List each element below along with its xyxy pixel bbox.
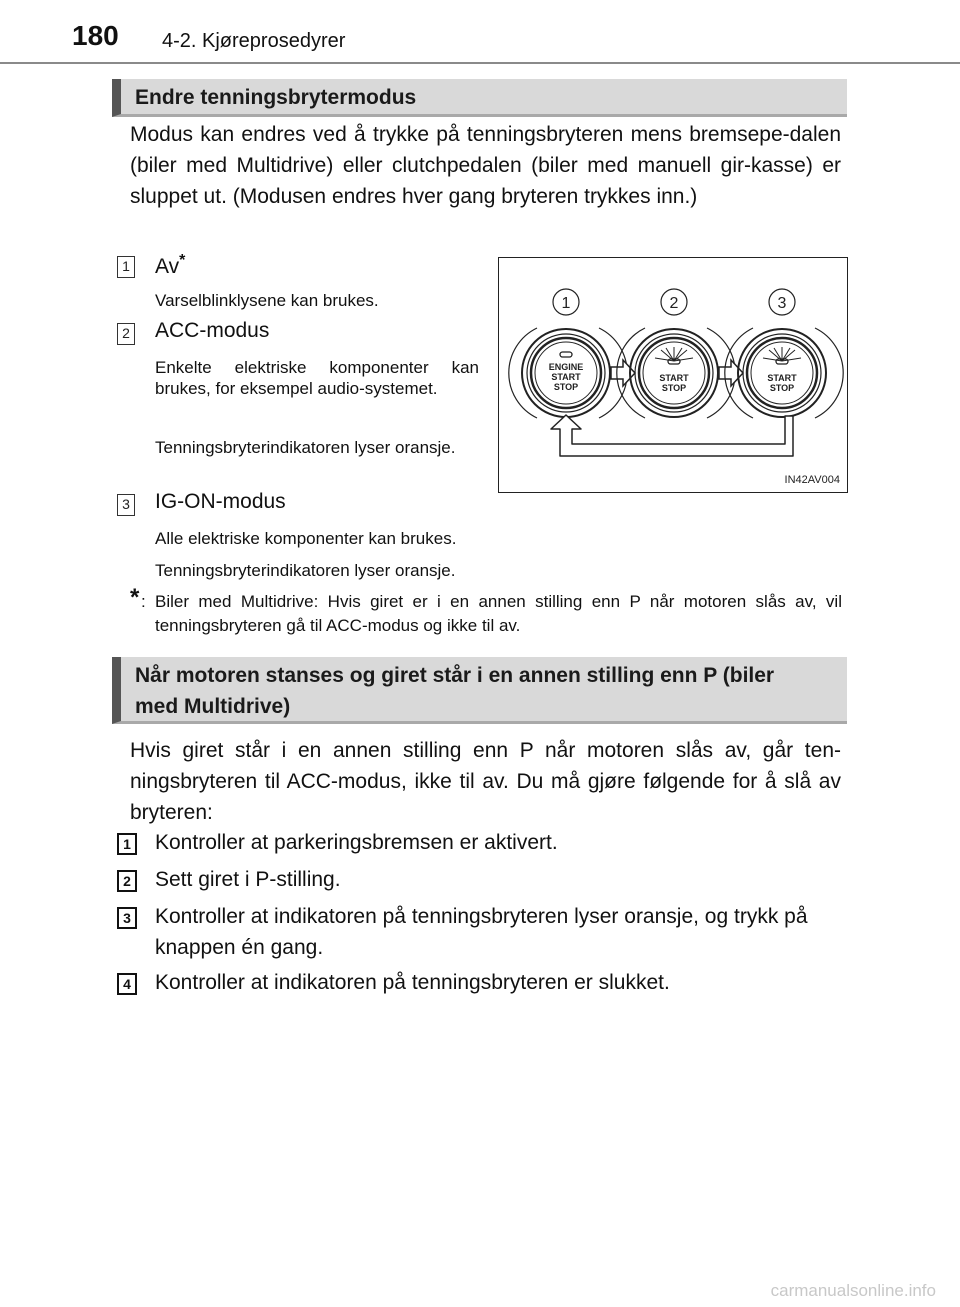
mode-number-1: 1 bbox=[117, 256, 135, 278]
header-rule bbox=[0, 62, 960, 64]
figure-drawing bbox=[499, 258, 846, 491]
mode-desc: Enkelte elektriske komponenter kan brukes, for eksempel audio-systemet. bbox=[155, 358, 479, 398]
mode-title-off bbox=[155, 252, 185, 279]
asterisk-mark: * bbox=[179, 252, 186, 269]
section-heading-line-1: Når motoren stanses og giret står i en annen stilling enn P (biler bbox=[135, 664, 775, 687]
section-intro: Hvis giret står i en annen stilling enn P når motoren slås av, går ten-ningsbryteren til ACC-modus, ikke til av. Du må gjøre følgende for å slå av bryteren: bbox=[130, 739, 841, 824]
figure-label-3: 3 bbox=[777, 295, 787, 312]
button-label-start: START bbox=[767, 373, 797, 383]
mode-title-acc: ACC-modus bbox=[155, 319, 270, 342]
mode-title-off-text: Av bbox=[155, 255, 180, 278]
mode-desc: Tenningsbryterindikatoren lyser oransje. bbox=[155, 561, 456, 580]
step-number-3: 3 bbox=[117, 907, 137, 929]
step-text: Kontroller at parkeringsbremsen er aktivert. bbox=[155, 831, 558, 854]
footnote-colon: : bbox=[141, 592, 146, 611]
button-label-start: START bbox=[551, 372, 581, 382]
figure-code: IN42AV004 bbox=[784, 474, 840, 486]
step-text: Sett giret i P-stilling. bbox=[155, 868, 341, 891]
button-label-stop: STOP bbox=[553, 382, 579, 392]
watermark: carmanualsonline.info bbox=[770, 1281, 936, 1300]
button-label-start: START bbox=[659, 373, 689, 383]
return-arrow-icon bbox=[551, 415, 793, 456]
mode-number-3: 3 bbox=[117, 494, 135, 516]
section-intro: Modus kan endres ved å trykke på tenningsbryteren mens bremsepe-dalen (biler med Multidrive) eller clutchpedalen (biler med manuell gir-kasse) er sluppet ut. (Modusen endres hver gang bryteren trykkes inn.) bbox=[130, 123, 841, 208]
button-label-stop: STOP bbox=[661, 383, 687, 393]
ignition-switch-figure bbox=[498, 257, 848, 493]
step-number-2: 2 bbox=[117, 870, 137, 892]
button-label-stop: STOP bbox=[769, 383, 795, 393]
section-heading-ignition-mode: Endre tenningsbrytermodus bbox=[112, 79, 847, 117]
footnote-star: * bbox=[130, 584, 140, 611]
mode-desc: Alle elektriske komponenter kan brukes. bbox=[155, 529, 457, 548]
step-text: Kontroller at indikatoren på tenningsbryteren lyser oransje, og trykk på knappen én gang. bbox=[155, 905, 808, 959]
section-heading-engine-stop bbox=[112, 657, 847, 724]
section-heading-line-2: med Multidrive) bbox=[135, 695, 291, 718]
button-label-engine: ENGINE bbox=[548, 362, 584, 372]
mode-number-2: 2 bbox=[117, 323, 135, 345]
chapter-title: 4-2. Kjøreprosedyrer bbox=[162, 30, 346, 52]
figure-label-1: 1 bbox=[561, 295, 571, 312]
page-number: 180 bbox=[72, 20, 119, 51]
step-number-1: 1 bbox=[117, 833, 137, 855]
mode-desc: Tenningsbryterindikatoren lyser oransje. bbox=[155, 438, 456, 457]
mode-desc: Varselblinklysene kan brukes. bbox=[155, 291, 379, 310]
footnote-text: Biler med Multidrive: Hvis giret er i en annen stilling enn P når motoren slås av, vil tenningsbryteren gå til ACC-modus og ikke til av. bbox=[155, 592, 842, 635]
step-number-4: 4 bbox=[117, 973, 137, 995]
figure-label-2: 2 bbox=[669, 295, 679, 312]
mode-title-ig-on: IG-ON-modus bbox=[155, 490, 286, 513]
step-text: Kontroller at indikatoren på tenningsbryteren er slukket. bbox=[155, 971, 670, 994]
